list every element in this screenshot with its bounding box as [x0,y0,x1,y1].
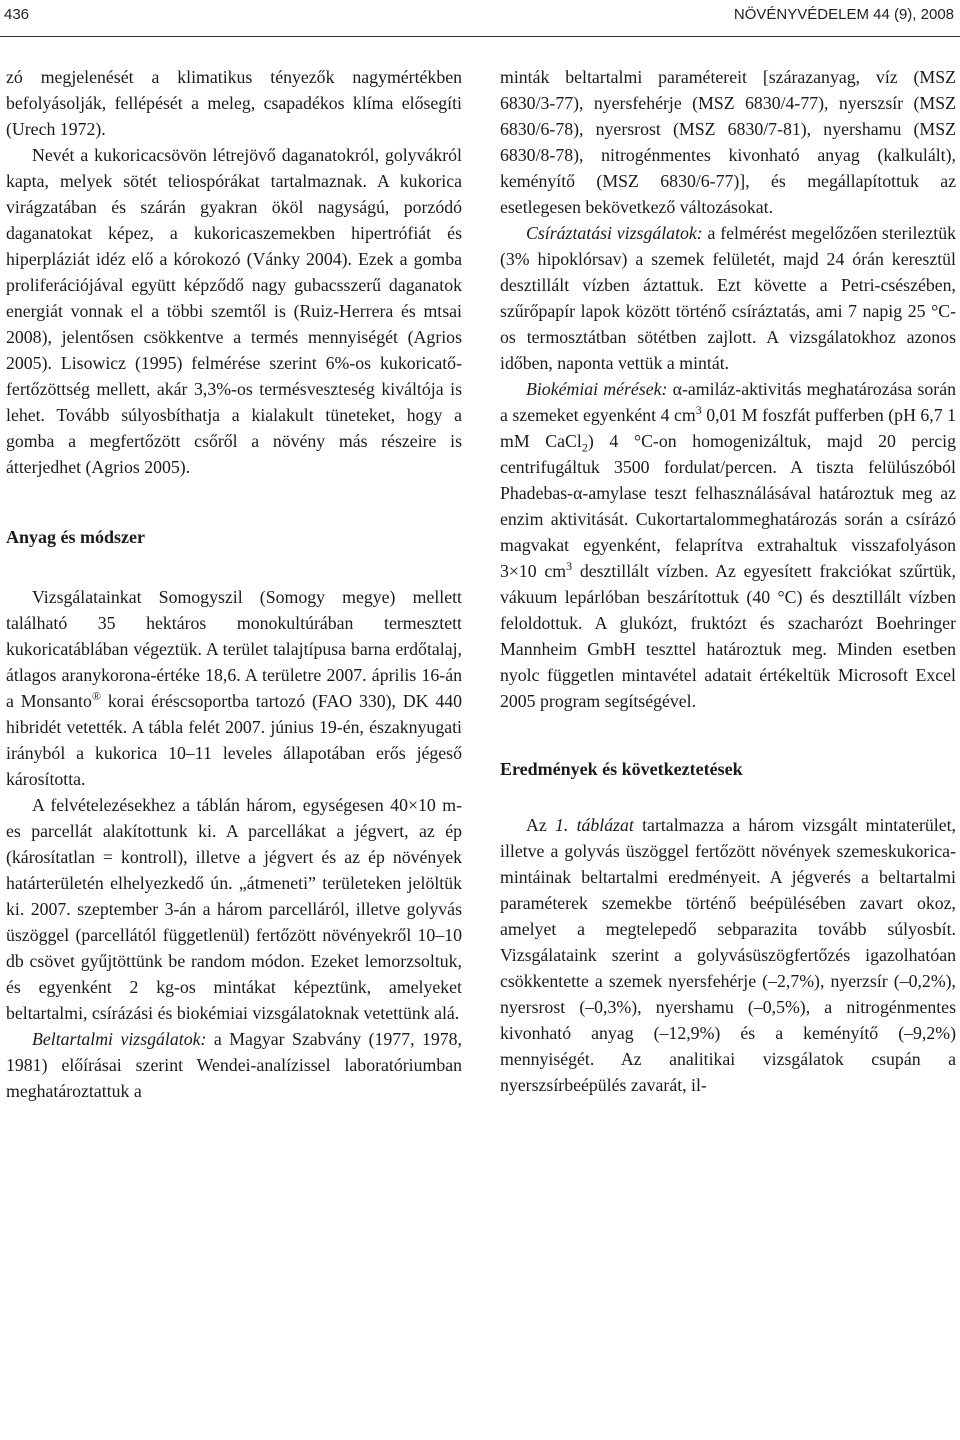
paragraph-sampling: A felvételezésekhez a táblán három, egységesen 40×10 m-es parcellát alakítottunk ki. A parcellákat a jégvert, az ép (károsítatlan = kontroll), illetve a jégvert és az ép növények határterületén elhelyezkedő ún. „átmeneti” területeken jelöltük ki. 2007. szeptember 3-án a három parcelláról, illetve golyvás üszöggel (parcellától függetlenül) fertőzött növényekről 10–10 db csövet gyűjtöttünk be random módon. Ezeket lemorzsoltuk, és egyenként 2 kg-os mintákat képeztünk, amelyeket beltartalmi, csírázási és biokémiai vizsgálatoknak vetettünk alá. [6,795,462,1023]
content-analysis-text: a Magyar Szabvány (1977, 1978, 1981) előírásai szerint Wendei-analízissel laboratóriumban meghatároztattuk a [6,1029,463,1101]
table-reference: 1. táblázat [554,815,634,835]
section-heading-results: Eredmények és következtetések [500,759,743,779]
superscript-cubic-1: 3 [695,403,702,418]
superscript-cubic-2: 3 [566,559,573,574]
running-header [4,6,954,30]
study-site-text-a: Vizsgálatainkat Somogyszil (Somogy megye) mellett található 35 hektáros monokultúrában termesztett kukoricatáblában végeztük. A terület talajtípusa barna erdőtalaj, átlagos aranykorona-értéke 18,6. A területre 2007. április 16-án a Monsanto [6,587,462,711]
content-analysis-label: Beltartalmi vizsgálatok: [32,1029,207,1049]
header-rule [0,36,960,37]
paragraph-study-site [6,584,462,792]
biochemical-text-d: desztillált vízben. Az egyesített frakciókat szűrtük, vákuum lepárlóban beszárítottuk (40 °C) és desztillált vízben feloldottuk. A glukózt, fruktózt és szacharózt Boehringer Mannheim GmbH teszttel határoztuk meg. Minden esetben nyolc független mintavétel adatait értékeltük Microsoft Excel 2005 program segítségével. [500,561,956,711]
section-heading-methods: Anyag és módszer [6,527,145,547]
germination-text: a felmérést megelőzően sterileztük (3% hipoklórsav) a szemek felületét, majd 24 órán keresztül desztillált vízben áztattuk. Ezt követte a Petri-csészében, szűrőpapír lapok között történő csíráztatás, ami 7 napig 25 °C-os termosztátban sötétben zajlott. A vizsgálatokhoz azonos időben, naponta vettük a mintát. [500,223,956,373]
germination-label: Csíráztatási vizsgálatok: [526,223,703,243]
results-text-b: tartalmazza a három vizsgált mintaterület, illetve a golyvás üszöggel fertőzött növények szemeskukorica-mintáinak beltartalmi eredményeit. A jégverés a beltartalmi paraméterek szemekbe történő beépülésében zavart okoz, amelyet a megtelepedő sebparazita tovább súlyosbít. Vizsgálataink szerint a golyvásüszögfertőzés igazolhatóan csökkentette a szemek nyersfehérje (–2,7%), nyerzsír (–0,2%), nyersrost (–0,3%), nyershamu (–0,5%), a nitrogénmentes kivonható anyag (–12,9%) és a keményítő (–9,2%) mennyiségét. Az analitikai vizsgálatok csupán a nyerszsírbeépülés zavarát, il- [500,815,956,1095]
paragraph-germination [500,220,956,376]
biochemical-text-b: 0,01 M foszfát pufferben (pH 6,7 1 mM CaCl [500,405,957,451]
paragraph-results [500,812,956,1098]
biochemical-label: Biokémiai mérések: [526,379,668,399]
results-text-a: Az [526,815,555,835]
journal-citation: NÖVÉNYVÉDELEM 44 (9), 2008 [733,6,954,23]
paragraph-disease-description: Nevét a kukoricacsövön létrejövő daganatokról, golyvákról kapta, melyek sötét teliospórákat tartalmaznak. A kukorica virágzatában és szárán gyakran ököl nagyságú, porzódó daganatokat képez, a kukoricaszemekben hipertrófiát és hiperpláziát idéz elő a kórokozó (Vánky 2004). Ezek a gomba proliferációjával együtt képződő nagy gubacsszerű daganatok energiát vonnak el a többi szemtől is (Ruiz-Herrera és mtsai 2008), jelentősen csökkentve a termés mennyiségét (Agrios 2005). Lisowicz (1995) felmérése szerint 6%-os kukoricatő-fertőzöttség mellett, akár 3,3%-os termésveszteség kiváltója is lehet. Tovább súlyosbíthatja a kialakult tüneteket, hogy a gomba a megfertőzött csőről a növény más részeire is átterjedhet (Agrios 2005). [6,145,462,477]
paragraph-content-analysis [6,1026,462,1104]
left-column [6,64,462,1104]
right-column [500,64,956,1098]
subscript-two: 2 [581,440,588,455]
biochemical-text-a: α-amiláz-aktivitás meghatározása során a szemeket egyenként 4 cm [500,379,956,425]
biochemical-text-c: ) 4 °C-on homogenizáltuk, majd 20 percig centrifugáltuk 3500 fordulat/percen. A tiszta felülúszóból Phadebas-α-amylase teszt felhasználásával határoztuk meg az enzim aktivitását. Cukortartalommeghatározás során a csírázó magvakat egyenként, felaprítva extrahaltuk visszafolyáson 3×10 cm [500,431,956,581]
page-number: 436 [4,6,30,23]
paragraph-biochemical [500,376,956,714]
study-site-text-b: korai éréscsoportba tartozó (FAO 330), DK 440 hibridét vetették. A tábla felét 2007. június 19-én, északnyugati irányból a kukorica 10–11 leveles állapotában erős jégeső károsította. [6,691,463,789]
paragraph-intro-continued: zó megjelenését a klimatikus tényezők nagymértékben befolyásolják, fellépését a meleg, csapadékos klíma elősegíti (Urech 1972). [6,67,462,139]
registered-mark: ® [91,689,101,704]
paragraph-parameters-continued: minták beltartalmi paramétereit [szárazanyag, víz (MSZ 6830/3-77), nyersfehérje (MSZ 6830/4-77), nyerszsír (MSZ 6830/6-78), nyersrost (MSZ 6830/7-81), nyershamu (MSZ 6830/8-78), nitrogénmentes kivonható anyag (kalkulált), keményítő (MSZ 6830/6-77)], és megállapítottuk az esetlegesen bekövetkező változásokat. [500,67,956,217]
